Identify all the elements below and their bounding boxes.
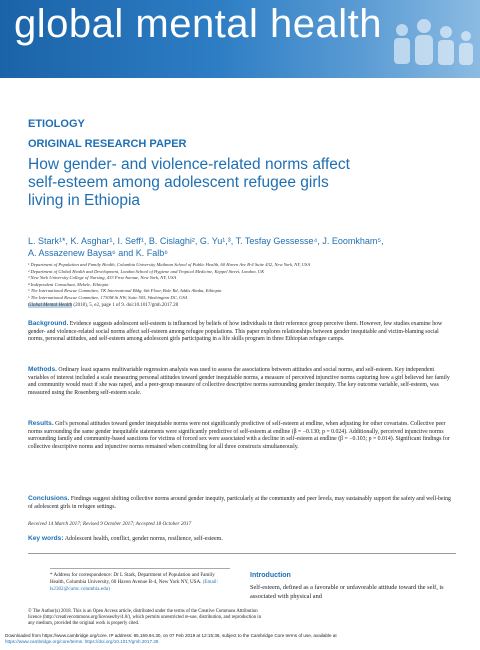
affiliation-list (28, 262, 468, 302)
citation-journal: Global Mental Health (28, 303, 73, 308)
affiliation: ⁴ Independent Consultant, Mekele, Ethiopia (28, 281, 109, 287)
section-label: ETIOLOGY (28, 118, 85, 130)
abstract-text: Findings suggest shifting collective norms around gender inequity, particularly at the community and peer levels, may sustainably support the safety and well-being of adolescent girls in refugee settings. (28, 496, 451, 510)
title-line: How gender- and violence-related norms affect (28, 156, 350, 173)
abstract-background (28, 320, 456, 344)
abstract-label: Methods. (28, 366, 57, 373)
keywords (28, 535, 223, 542)
affiliation: ² Department of Global Health and Development, London School of Hygiene and Tropical Medicine, Keppel Street, London, UK (28, 268, 265, 274)
abstract-conclusions (28, 495, 456, 511)
introduction-heading: Introduction (250, 572, 291, 579)
affiliation: ⁶ The International Rescue Committee, 1730M St NW, Suite 505, Washington DC, USA (28, 294, 188, 300)
abstract-text: Ordinary least squares multivariable regression analysis was used to assess the associations between attitudes and social norms, and self-esteem. Key independent variables of interest included a scale measuring personal attitudes toward gender inequitable norms, a measure of perceived injunctive norms capturing how a girl believed her family and community would react if she was raped, and a peer-group measure of collective descriptive norms surrounding gender inequity. The key outcome variable, self-esteem, was measured using the Rosenberg self-esteem scale. (28, 367, 450, 396)
abstract-results (28, 420, 456, 451)
abstract-text: Evidence suggests adolescent self-esteem is influenced by beliefs of how individuals in their reference group perceive them. However, few studies examine how gender- and violence-related social norms affect self-esteem among refugee populations. This paper explores relationships between gender inequitable and victim-blaming social norms, personal attitudes, and self-esteem among adolescent girls participating in a life skills program in three Ethiopian refugee camps. (28, 321, 443, 342)
license-line: licence (http://creativecommons.org/licenses/by/4.0/), which permits unrestricted re-use, distribution, and reproduction in (28, 615, 262, 620)
author-line: L. Stark¹*, K. Asghar¹, I. Seff¹, B. Cislaghi², G. Yu¹,³, T. Tesfay Gessesse⁴, J. Eoomkham⁵, (28, 236, 384, 246)
license-line: any medium, provided the original work is properly cited. (28, 621, 140, 626)
title-line: self-esteem among adolescent refugee girls (28, 174, 329, 191)
journal-title: global mental health (14, 2, 383, 46)
author-list (28, 235, 458, 259)
article-type: ORIGINAL RESEARCH PAPER (28, 138, 187, 150)
author-line: A. Assazenew Baysa⁶ and K. Falb⁶ (28, 248, 168, 258)
keywords-label: Key words: (28, 535, 64, 542)
correspondence-note (50, 572, 228, 592)
journal-banner (0, 0, 480, 78)
download-footer (5, 633, 475, 645)
abstract-label: Background. (28, 320, 69, 327)
correspondence-text: * Address for correspondence: Dr L Stark, Department of Population and Family Health, Columbia University, 60 Haven Avenue B-4, New York NY, USA. (50, 572, 215, 585)
abstract-label: Conclusions. (28, 495, 70, 502)
affiliation: ⁵ The International Rescue Committee, TK International Bldg. 6th Floor, Bole Rd, Addis Ababa, Ethiopia (28, 288, 222, 294)
abstract-methods (28, 366, 456, 397)
license-notice (28, 609, 458, 627)
download-link[interactable]: https://www.cambridge.org/core/terms. https://doi.org/10.1017/gmh.2017.28 (5, 639, 159, 644)
section-divider (28, 553, 456, 554)
introduction-text: Self-esteem, defined as a favorable or unfavorable attitude toward the self, is associated with physical and (250, 584, 444, 600)
abstract-text: Girl's personal attitudes toward gender inequitable norms were not significantly predictive of self-esteem at endline, when adjusting for other covariates. Collective peer norms surrounding the same gender inequitable statements were significantly predictive of self-esteem at endline (β = −0.130; p = 0.024). Additionally, perceived injunctive norms surrounding family and community-based sanctions for victims of forced sex were associated with a decline in self-esteem at endline (β = −0.103; p = 0.014). Significant findings for collective descriptive norms and injunctive norms remained when controlling for all three constructs simultaneously. (28, 421, 450, 450)
abstract-label: Results. (28, 420, 54, 427)
download-line: Downloaded from https://www.cambridge.org/core. IP address: 85.159.94.30, on 07 Feb 2019 at 12:15:36, subject to the Cambridge Core terms of use, available at (5, 633, 337, 638)
affiliation: ³ New York University College of Nursing, 433 First Avenue, New York, NY, USA (28, 275, 177, 281)
citation-line (28, 303, 178, 308)
correspondence-email[interactable]: (Email: ls2302@cumc.columbia.edu) (50, 578, 218, 592)
keywords-text: Adolescent health, conflict, gender norms, resilience, self-esteem. (64, 536, 223, 542)
citation-details: (2018), 5, e2, page 1 of 9. doi:10.1017/gmh.2017.28 (72, 303, 179, 308)
people-silhouette-icon (380, 10, 480, 78)
footnote-rule (50, 568, 230, 569)
license-line: © The Author(s) 2018. This is an Open Access article, distributed under the terms of the Creative Commons Attribution (28, 609, 258, 614)
article-title (28, 156, 448, 210)
affiliation: ¹ Department of Population and Family Health, Columbia University Mailman School of Public Health, 60 Haven Ave B-4 Suite 432, New York, NY, USA (28, 262, 311, 267)
title-line: living in Ethiopia (28, 192, 141, 209)
received-dates: Received 14 March 2017; Revised 9 October 2017; Accepted 18 October 2017 (28, 521, 192, 527)
